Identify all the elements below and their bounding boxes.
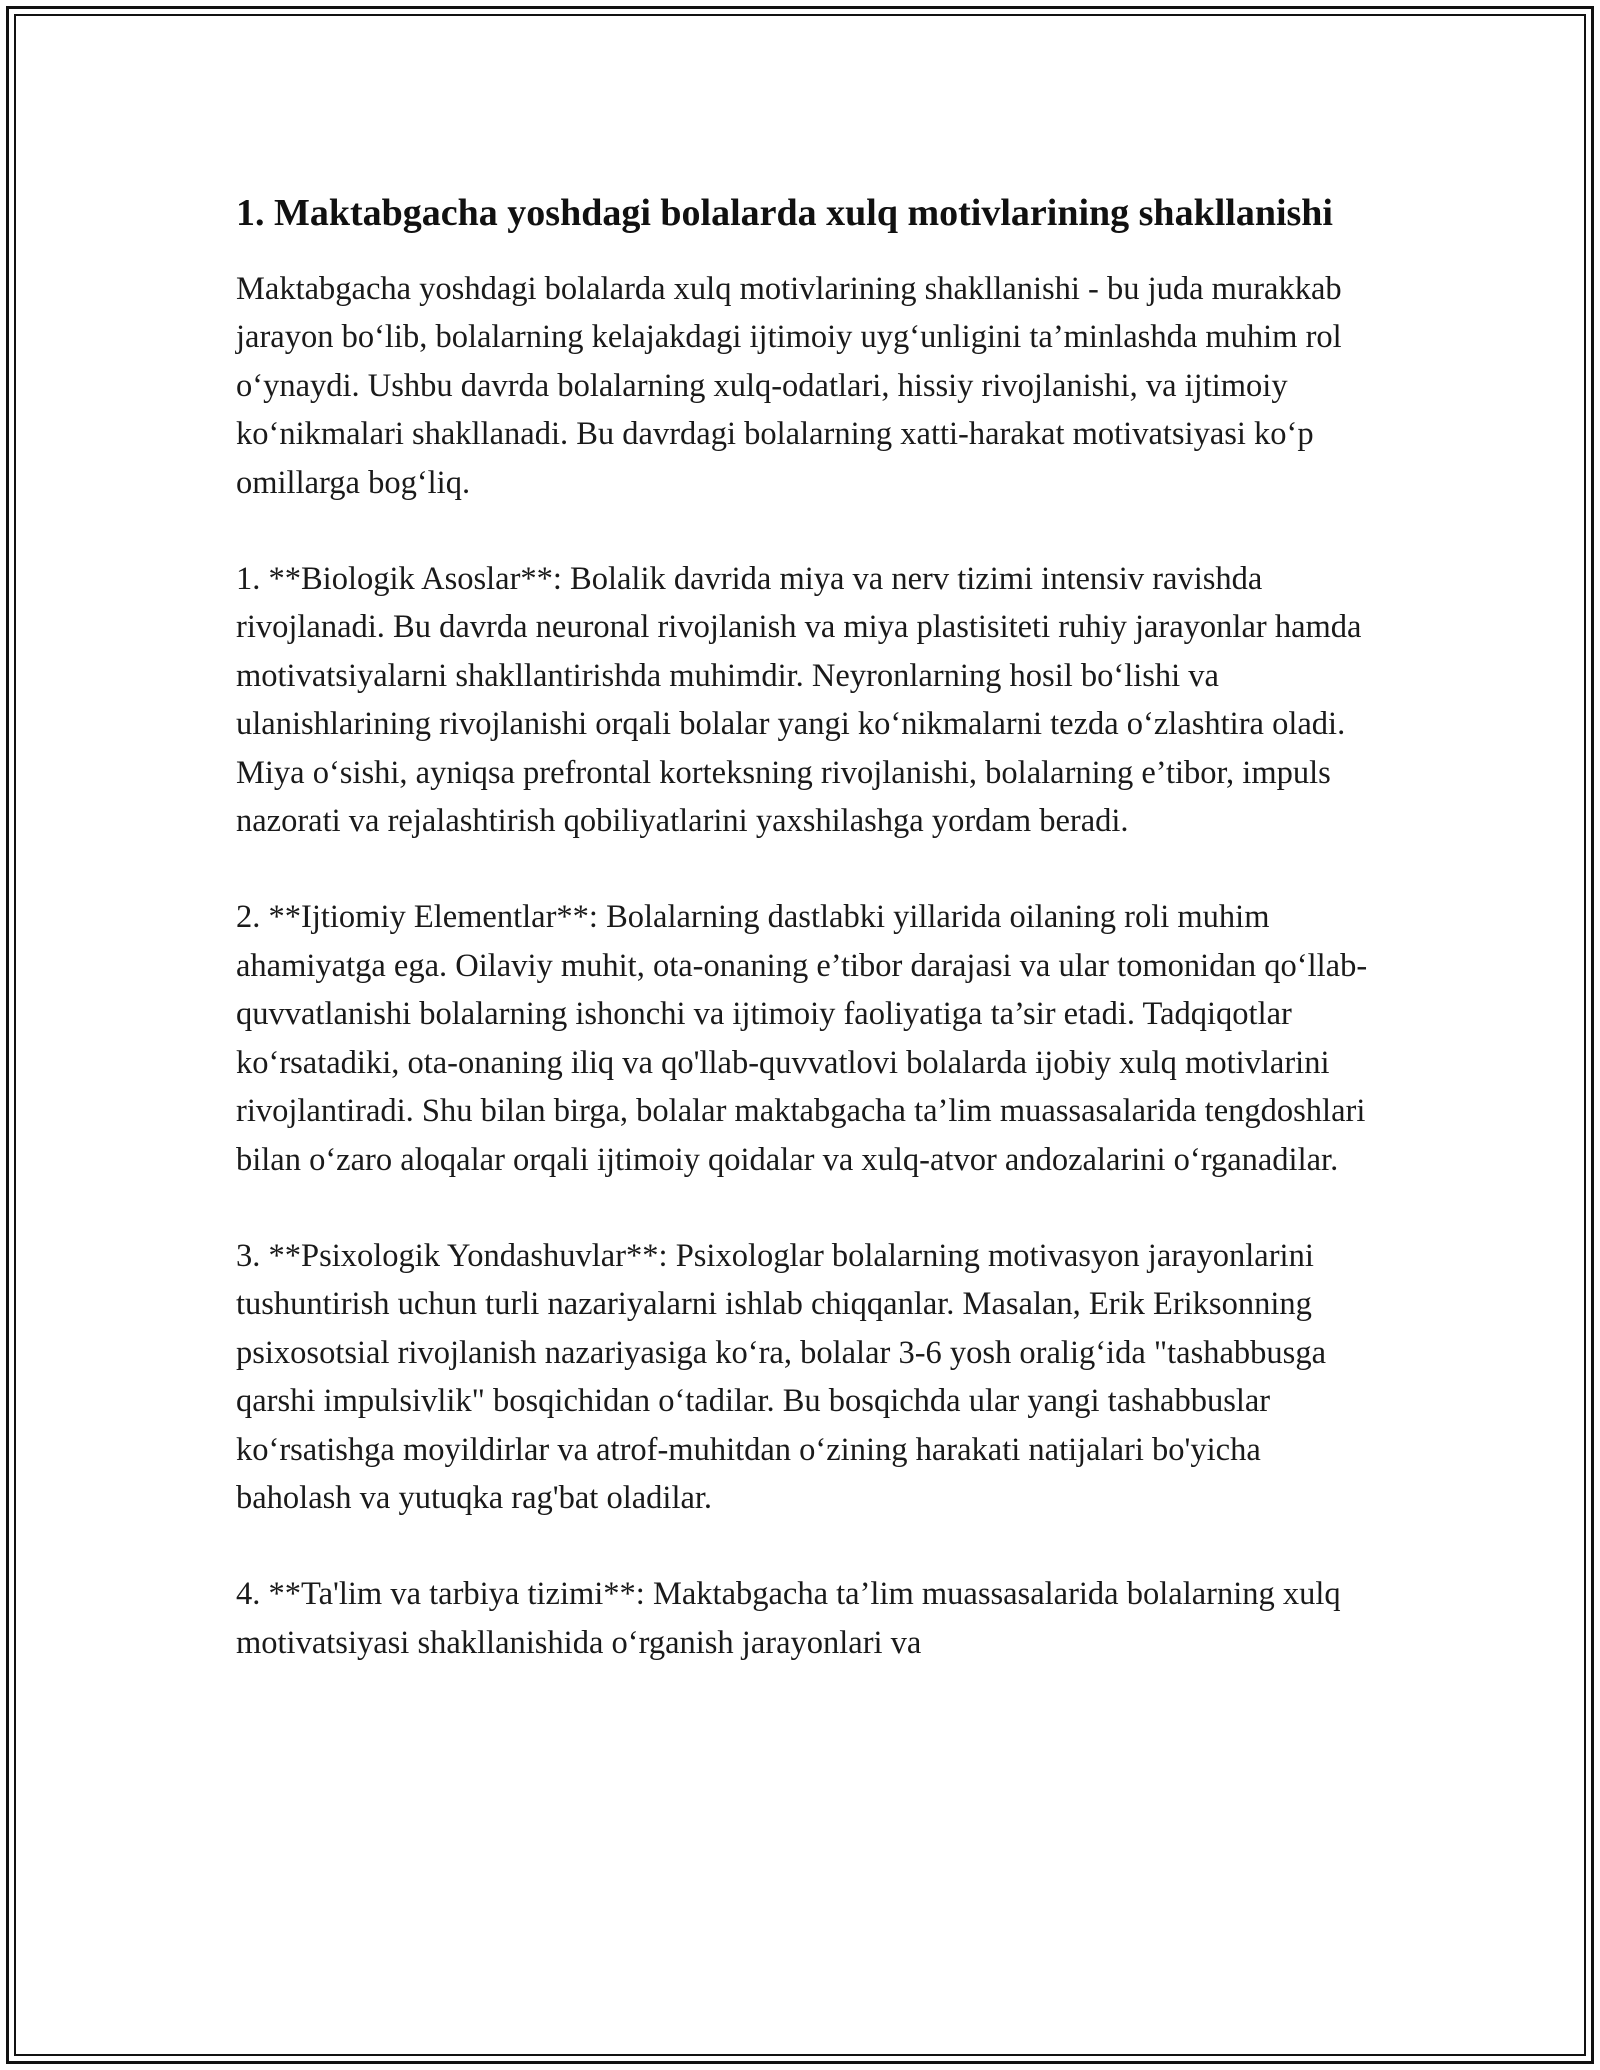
paragraph-biological: 1. **Biologik Asoslar**: Bolalik davrida miya va nerv tizimi intensiv ravishda rivojlanadi. Bu davrda neuronal rivojlanish va miya plastisiteti ruhiy jarayonlar hamda motivatsiyalarni shakllantirishda muhimdir. Neyronlarning hosil bo‘lishi va ulanishlarining rivojlanishi orqali bolalar yangi ko‘nikmalarni tezda o‘zlashtira oladi. Miya o‘sishi, ayniqsa prefrontal korteksning rivojlanishi, bolalarning e’tibor, impuls nazorati va rejalashtirish qobiliyatlarini yaxshilashga yordam beradi. — [236, 561, 1362, 840]
document-body — [236, 186, 1376, 1715]
paragraph-education: 4. **Ta'lim va tarbiya tizimi**: Maktabgacha ta’lim muassasalarida bolalarning xulq motivatsiyasi shakllanishida o‘rganish jarayonlari va — [236, 1576, 1341, 1661]
paragraph-psychological: 3. **Psixologik Yondashuvlar**: Psixologlar bolalarning motivasyon jarayonlarini tushuntirish uchun turli nazariyalarni ishlab chiqqanlar. Masalan, Erik Eriksonning psixosotsial rivojlanish nazariyasiga ko‘ra, bolalar 3-6 yosh oralig‘ida "tashabbusga qarshi impulsivlik" bosqichidan o‘tadilar. Bu bosqichda ular yangi tashabbuslar ko‘rsatishga moyildirlar va atrof-muhitdan o‘zining harakati natijalari bo'yicha baholash va yutuqka rag'bat oladilar. — [236, 1237, 1327, 1516]
paragraph-intro: Maktabgacha yoshdagi bolalarda xulq motivlarining shakllanishi - bu juda murakkab jarayon bo‘lib, bolalarning kelajakdagi ijtimoiy uyg‘unligini ta’minlashda muhim rol o‘ynaydi. Ushbu davrda bolalarning xulq-odatlari, hissiy rivojlanishi, va ijtimoiy ko‘nikmalari shakllanadi. Bu davrdagi bolalarning xatti-harakat motivatsiyasi ko‘p omillarga bog‘liq. — [236, 271, 1342, 501]
section-title: 1. Maktabgacha yoshdagi bolalarda xulq motivlarining shakllanishi — [236, 192, 1333, 234]
paragraph-social: 2. **Ijtiomiy Elementlar**: Bolalarning dastlabki yillarida oilaning roli muhim ahamiyatga ega. Oilaviy muhit, ota-onaning e’tibor darajasi va ular tomonidan qo‘llab-quvvatlanishi bolalarning ishonchi va ijtimoiy faoliyatiga ta’sir etadi. Tadqiqotlar ko‘rsatadiki, ota-onaning iliq va qo'llab-quvvatlovi bolalarda ijobiy xulq motivlarini rivojlantiradi. Shu bilan birga, bolalar maktabgacha ta’lim muassasalarida tengdoshlari bilan o‘zaro aloqalar orqali ijtimoiy qoidalar va xulq-atvor andozalarini o‘rganadilar. — [236, 899, 1368, 1178]
